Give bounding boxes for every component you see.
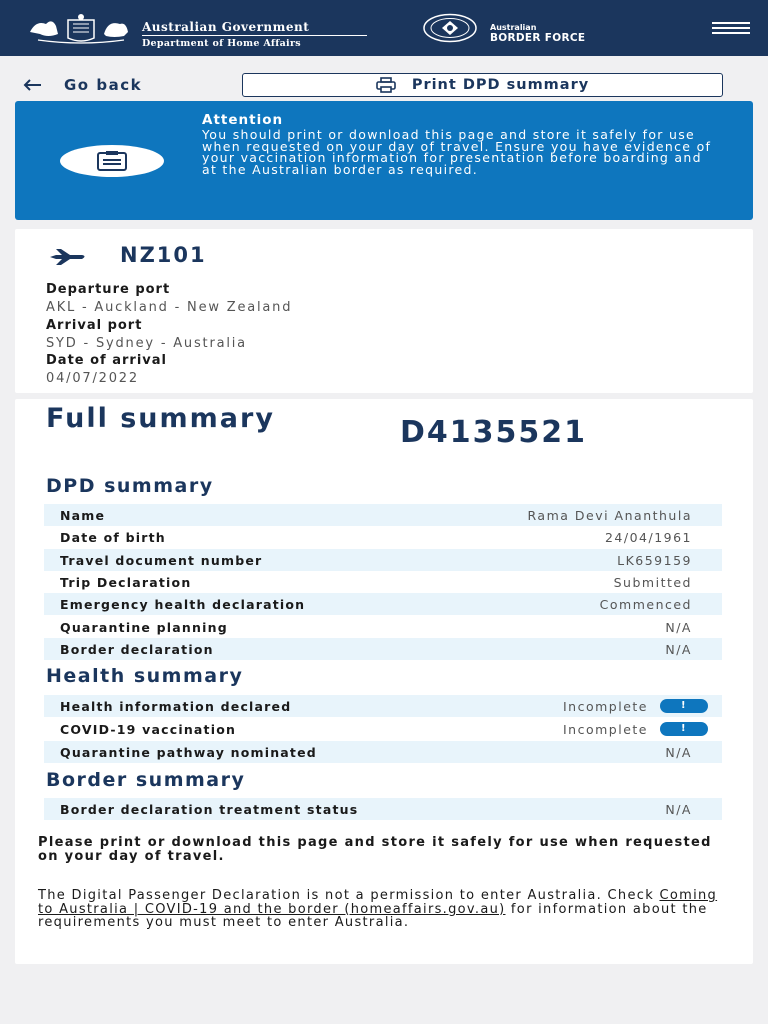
site-header [0, 0, 768, 56]
dpd-row-quarantine-planning [44, 616, 722, 638]
id-card-icon-container [60, 145, 164, 177]
row-label: COVID-19 vaccination [60, 721, 237, 737]
row-label: Border declaration [60, 641, 214, 657]
health-summary-heading: Health summary [46, 665, 244, 687]
row-value: LK659159 [617, 552, 692, 568]
full-summary-card [15, 399, 753, 964]
print-summary-button[interactable] [242, 73, 723, 97]
border-row-treatment-status [44, 798, 722, 820]
border-summary-heading: Border summary [46, 769, 246, 791]
row-value: N/A [665, 619, 692, 635]
go-back-label: Go back [64, 76, 143, 94]
disclaimer-text [38, 889, 718, 930]
attention-banner [15, 101, 753, 220]
coming-to-australia-link[interactable]: Coming to Australia | COVID-19 and the border (homeaffairs.gov.au) [38, 888, 718, 917]
disclaimer-suffix: for information about the requirements you must meet to enter Australia. [38, 901, 708, 930]
row-value: 24/04/1961 [604, 529, 692, 545]
go-back-link[interactable] [22, 74, 142, 96]
row-value: Commenced [599, 596, 692, 612]
dpd-number: D4135521 [400, 415, 588, 450]
full-summary-title: Full summary [46, 403, 275, 434]
row-label: Trip Declaration [60, 574, 192, 590]
row-label: Border declaration treatment status [60, 801, 359, 817]
row-label: Quarantine pathway nominated [60, 744, 317, 760]
border-force-badge-icon [422, 13, 478, 43]
row-label: Name [60, 507, 106, 523]
arrow-left-icon [22, 78, 42, 92]
row-value: N/A [665, 744, 692, 760]
disclaimer-prefix: The Digital Passenger Declaration is not a permission to enter Australia. Check [38, 888, 660, 903]
dpd-row-border-declaration [44, 638, 722, 660]
dpd-row-trip-declaration [44, 571, 722, 593]
info-icon[interactable] [660, 699, 708, 713]
arrival-date-label: Date of arrival [46, 353, 167, 368]
gov-title: Australian Government [142, 20, 367, 36]
row-value [563, 699, 708, 714]
abf-line-2: BORDER FORCE [490, 32, 586, 44]
coat-of-arms-icon [28, 12, 134, 44]
id-card-icon [97, 151, 127, 171]
row-label: Travel document number [60, 552, 263, 568]
health-row-information [44, 695, 722, 717]
info-badge-glyph: ! [680, 700, 688, 711]
arrival-port-label: Arrival port [46, 318, 143, 333]
dpd-summary-heading: DPD summary [46, 475, 214, 497]
row-label: Emergency health declaration [60, 596, 306, 612]
info-icon[interactable] [660, 722, 708, 736]
printer-icon [376, 77, 396, 93]
abf-branding [490, 23, 585, 43]
print-button-label: Print DPD summary [411, 77, 590, 93]
department-title: Department of Home Affairs [142, 38, 301, 49]
status-text: Incomplete [563, 698, 648, 714]
row-label: Health information declared [60, 698, 292, 714]
row-value: Rama Devi Ananthula [527, 507, 692, 523]
row-value: N/A [665, 641, 692, 657]
flight-number: NZ101 [120, 243, 207, 267]
departure-port-value: AKL - Auckland - New Zealand [46, 300, 293, 315]
health-row-covid-vaccination [44, 718, 722, 740]
row-value: Submitted [613, 574, 692, 590]
row-value: N/A [665, 801, 692, 817]
airplane-icon [48, 249, 88, 265]
info-badge-glyph: ! [680, 723, 688, 734]
gov-branding [142, 20, 367, 49]
dpd-row-emergency-health [44, 593, 722, 615]
row-value [563, 722, 708, 737]
arrival-port-value: SYD - Sydney - Australia [46, 336, 247, 351]
dpd-row-dob [44, 526, 722, 548]
departure-port-label: Departure port [46, 282, 171, 297]
dpd-row-name [44, 504, 722, 526]
row-label: Quarantine planning [60, 619, 228, 635]
flight-details-card [15, 229, 753, 393]
abf-line-1: Australian [490, 23, 537, 32]
health-row-quarantine-pathway [44, 741, 722, 763]
arrival-date-value: 04/07/2022 [46, 371, 139, 386]
status-text: Incomplete [563, 721, 648, 737]
hamburger-menu-icon[interactable] [712, 22, 750, 36]
row-label: Date of birth [60, 529, 166, 545]
attention-title: Attention [202, 112, 284, 128]
print-reminder: Please print or download this page and store it safely for use when requested on your day of travel. [38, 835, 712, 864]
attention-body: You should print or download this page and store it safely for use when requested on your day of travel. Ensure you have evidence of your vaccination information for presentation before boarding and at the Australian border as required. [202, 127, 712, 178]
dpd-row-travel-document [44, 549, 722, 571]
